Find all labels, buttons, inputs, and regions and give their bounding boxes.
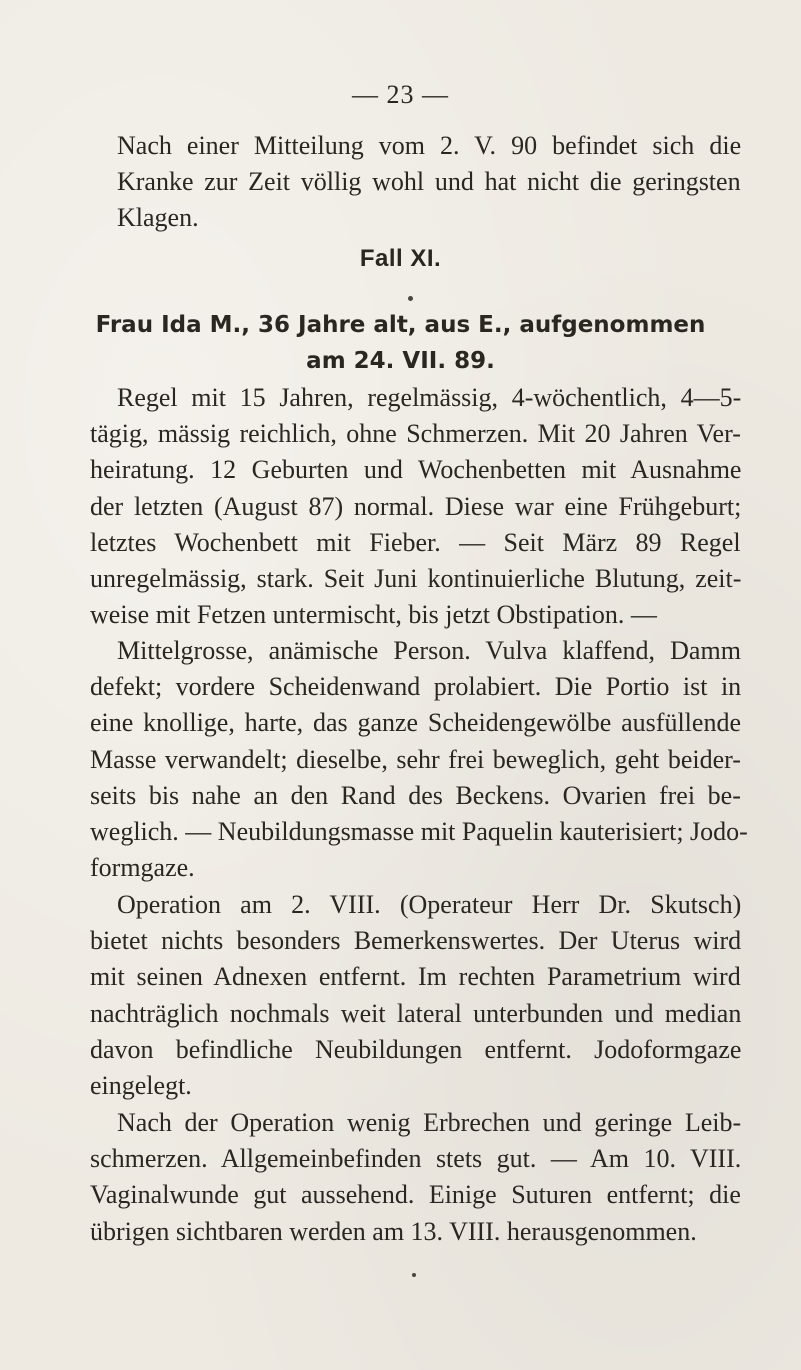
text-line: schmerzen. Allgemeinbefinden stets gut. — Am 10. VIII. <box>90 1144 742 1174</box>
text-line: heiratung. 12 Geburten und Wochenbetten mit Ausnahme <box>90 455 742 485</box>
text-line: Nach der Operation wenig Erbrechen und geringe Leib- <box>117 1108 742 1137</box>
text-line: weglich. — Neubildungsmasse mit Paquelin kauterisiert; Jodo- <box>90 817 748 847</box>
print-speck <box>412 1273 416 1277</box>
text-line: weise mit Fetzen untermischt, bis jetzt Obstipation. — <box>90 600 657 630</box>
text-line: bietet nichts besonders Bemerkenswertes. Der Uterus wird <box>90 926 742 956</box>
text-line: mit seinen Adnexen entfernt. Im rechten Parametrium wird <box>90 962 741 992</box>
text-line: tägig, mässig reichlich, ohne Schmerzen. Mit 20 Jahren Ver- <box>90 419 741 449</box>
print-speck <box>408 296 413 301</box>
text-line: seits bis nahe an den Rand des Beckens. Ovarien frei be- <box>90 780 741 810</box>
text-line: Mittelgrosse, anämische Person. Vulva klaffend, Damm <box>117 636 741 665</box>
case-heading: Fall XI. <box>359 245 442 272</box>
text-line: eingelegt. <box>90 1071 192 1101</box>
findings-paragraph <box>90 633 748 886</box>
patient-heading <box>0 307 801 379</box>
intro-paragraph <box>117 128 741 237</box>
patient-heading-line-2: am 24. VII. 89. <box>306 348 495 374</box>
text-line: Vaginalwunde gut aussehend. Einige Suturen entfernt; die <box>90 1180 741 1210</box>
patient-heading-line-1: Frau Ida M., 36 Jahre alt, aus E., aufgenommen <box>95 312 706 338</box>
text-line: formgaze. <box>90 853 195 883</box>
text-line: unregelmässig, stark. Seit Juni kontinuierliche Blutung, zeit- <box>90 564 742 594</box>
text-line: Kranke zur Zeit völlig wohl und hat nicht die geringsten <box>117 167 741 197</box>
text-line: davon befindliche Neubildungen entfernt. Jodoformgaze <box>90 1034 742 1064</box>
text-line: Nach einer Mitteilung vom 2. V. 90 befindet sich die <box>117 131 742 160</box>
text-line: Regel mit 15 Jahren, regelmässig, 4-wöchentlich, 4—5- <box>117 383 742 412</box>
text-line: defekt; vordere Scheidenwand prolabiert. Die Portio ist in <box>90 672 742 702</box>
course-paragraph <box>90 1105 741 1250</box>
operation-paragraph <box>90 887 741 1104</box>
text-line: Operation am 2. VIII. (Operateur Herr Dr. Skutsch) <box>117 890 742 919</box>
text-line: Masse verwandelt; dieselbe, sehr frei beweglich, geht beider- <box>90 744 741 774</box>
text-line: nachträglich nochmals weit lateral unterbunden und median <box>90 998 742 1028</box>
text-line: letztes Wochenbett mit Fieber. — Seit März 89 Regel <box>90 527 741 557</box>
text-line: der letzten (August 87) normal. Diese war eine Frühgeburt; <box>90 491 742 521</box>
text-line: Klagen. <box>117 203 199 233</box>
text-line: übrigen sichtbaren werden am 13. VIII. herausgenommen. <box>90 1216 697 1246</box>
page-number-header: — 23 — <box>352 80 449 109</box>
anamnesis-paragraph <box>90 380 741 633</box>
text-line: eine knollige, harte, das ganze Scheidengewölbe ausfüllende <box>90 708 741 738</box>
